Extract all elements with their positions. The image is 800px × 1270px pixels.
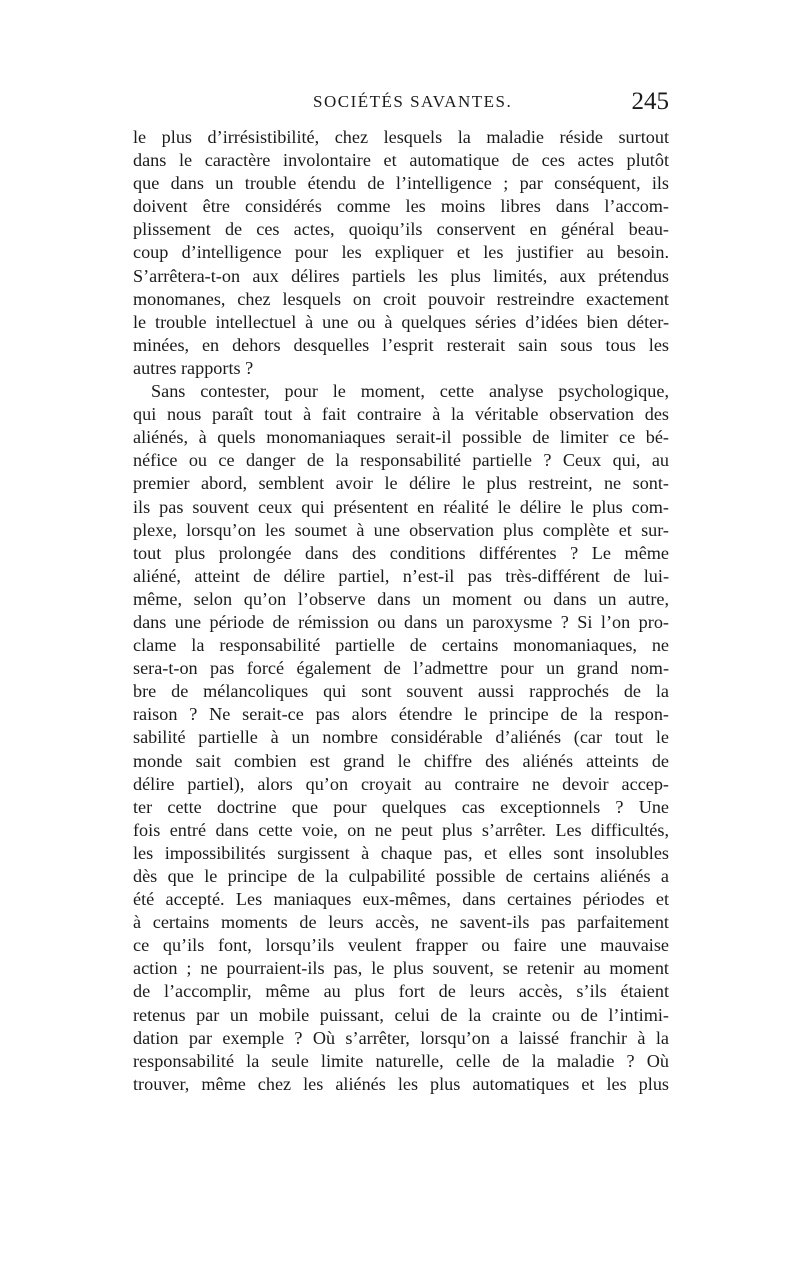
text-line: ter cette doctrine que pour quelques cas exceptionnels ? Une bbox=[133, 796, 669, 817]
text-line: plexe, lorsqu’on les soumet à une observation plus complète et sur- bbox=[133, 519, 669, 540]
page-number: 245 bbox=[631, 88, 669, 115]
text-line: trouver, même chez les aliénés les plus automatiques et les plus bbox=[133, 1073, 669, 1094]
text-line: le plus d’irrésistibilité, chez lesquels la maladie réside surtout bbox=[133, 127, 669, 147]
body-text bbox=[133, 126, 669, 1096]
text-line: délire partiel), alors qu’on croyait au contraire ne devoir accep- bbox=[133, 773, 669, 794]
text-line: les impossibilités surgissent à chaque pas, et elles sont insolubles bbox=[133, 842, 669, 863]
paragraph-first-line: Sans contester, pour le moment, cette analyse psychologique, bbox=[151, 381, 669, 402]
text-line: dans une période de rémission ou dans un paroxysme ? Si l’on pro- bbox=[133, 611, 669, 632]
text-line: le trouble intellectuel à une ou à quelques séries d’idées bien déter- bbox=[133, 311, 669, 332]
text-line: bre de mélancoliques qui sont souvent aussi rapprochés de la bbox=[133, 681, 669, 702]
text-line: aliéné, atteint de délire partiel, n’est-il pas très-différent de lui- bbox=[133, 565, 669, 586]
text-line: S’arrêtera-t-on aux délires partiels les plus limités, aux prétendus bbox=[133, 265, 669, 286]
text-line: raison ? Ne serait-ce pas alors étendre le principe de la respon- bbox=[133, 704, 669, 725]
text-line: ils pas souvent ceux qui présentent en réalité le délire le plus com- bbox=[133, 496, 669, 517]
text-line: à certains moments de leurs accès, ne savent-ils pas parfaitement bbox=[133, 912, 669, 933]
text-line: autres rapports ? bbox=[133, 357, 254, 378]
text-line: monde sait combien est grand le chiffre des aliénés atteints de bbox=[133, 750, 669, 771]
text-line: dès que le principe de la culpabilité possible de certains aliénés a bbox=[133, 866, 669, 886]
text-line: tout plus prolongée dans des conditions différentes ? Le même bbox=[133, 542, 669, 563]
text-line: sera-t-on pas forcé également de l’admettre pour un grand nom- bbox=[133, 658, 669, 679]
text-line: action ; ne pourraient-ils pas, le plus souvent, se retenir au moment bbox=[133, 958, 669, 979]
text-line: minées, en dehors desquelles l’esprit resterait sain sous tous les bbox=[133, 334, 669, 355]
text-line: premier abord, semblent avoir le délire le plus restreint, ne sont- bbox=[133, 473, 669, 494]
text-line: sabilité partielle à un nombre considérable d’aliénés (car tout le bbox=[133, 727, 669, 748]
text-line: dans le caractère involontaire et automatique de ces actes plutôt bbox=[133, 150, 669, 171]
text-line: qui nous paraît tout à fait contraire à la véritable observation des bbox=[133, 404, 669, 425]
text-line: ce qu’ils font, lorsqu’ils veulent frapper ou faire une mauvaise bbox=[133, 935, 669, 956]
page-header bbox=[133, 88, 669, 126]
text-line: même, selon qu’on l’observe dans un moment ou dans un autre, bbox=[133, 588, 669, 609]
text-line: monomanes, chez lesquels on croit pouvoir restreindre exactement bbox=[133, 288, 669, 309]
text-line: doivent être considérés comme les moins libres dans l’accom- bbox=[133, 196, 669, 217]
text-line: clame la responsabilité partielle de certains monomaniaques, ne bbox=[133, 635, 669, 656]
text-line: que dans un trouble étendu de l’intelligence ; par conséquent, ils bbox=[133, 173, 669, 194]
text-line: de l’accomplir, même au plus fort de leurs accès, s’ils étaient bbox=[133, 981, 669, 1002]
text-line: coup d’intelligence pour les expliquer et les justifier au besoin. bbox=[133, 242, 669, 263]
text-line: retenus par un mobile puissant, celui de la crainte ou de l’intimi- bbox=[133, 1004, 669, 1025]
running-title: SOCIÉTÉS SAVANTES. bbox=[313, 92, 513, 111]
text-line: néfice ou ce danger de la responsabilité partielle ? Ceux qui, au bbox=[133, 450, 669, 471]
text-line: plissement de ces actes, quoiqu’ils conservent en général beau- bbox=[133, 219, 669, 240]
text-line: aliénés, à quels monomaniaques serait-il possible de limiter ce bé- bbox=[133, 427, 669, 448]
text-line: dation par exemple ? Où s’arrêter, lorsqu’on a laissé franchir à la bbox=[133, 1027, 669, 1048]
text-line: responsabilité la seule limite naturelle, celle de la maladie ? Où bbox=[133, 1050, 669, 1071]
text-line: fois entré dans cette voie, on ne peut plus s’arrêter. Les difficultés, bbox=[133, 819, 669, 840]
text-line: été accepté. Les maniaques eux-mêmes, dans certaines périodes et bbox=[133, 889, 669, 910]
